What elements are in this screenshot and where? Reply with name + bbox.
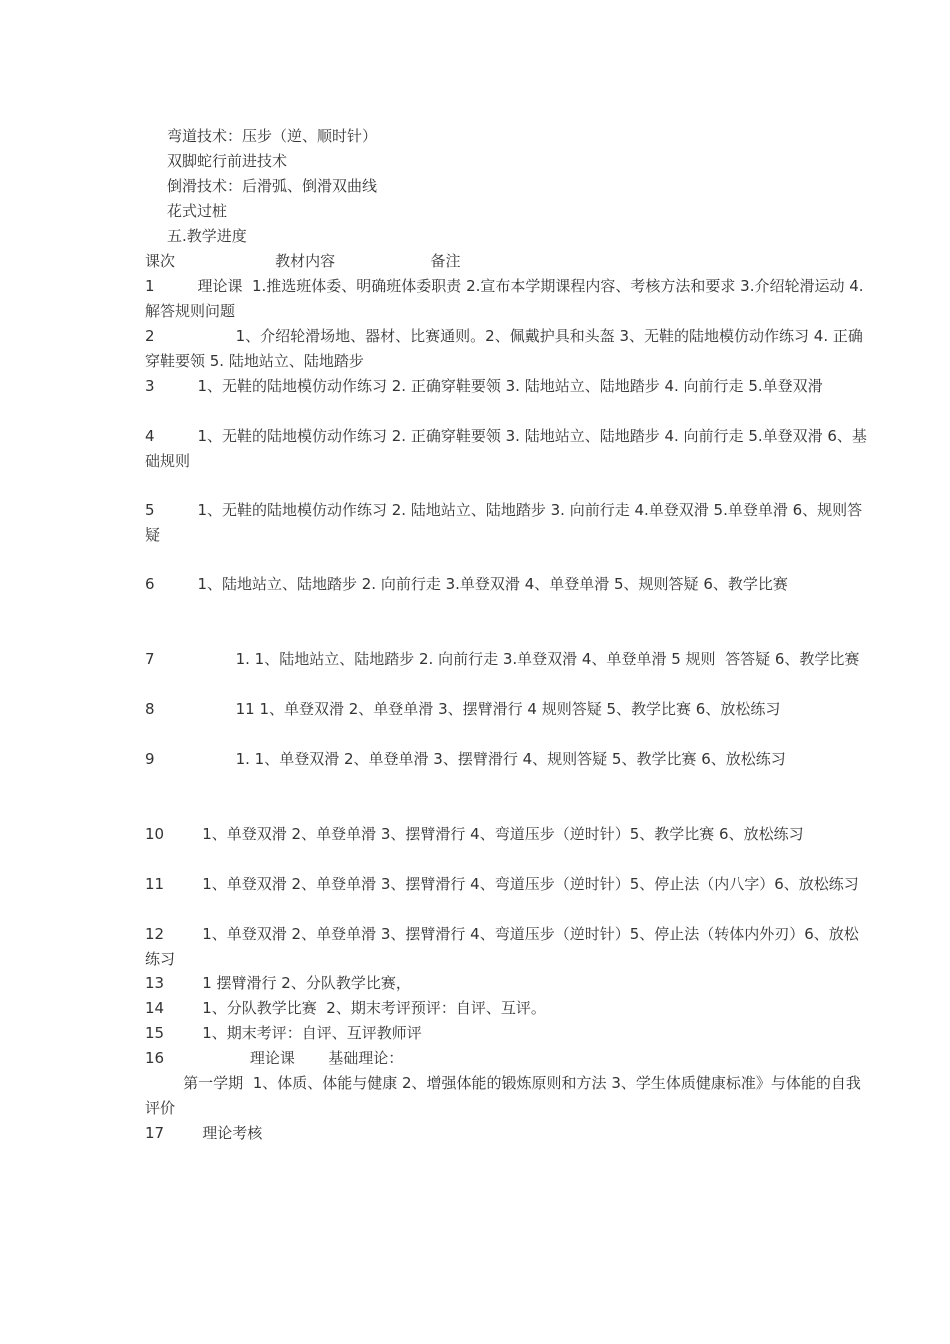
table-header: 课次 教材内容 备注 xyxy=(145,252,461,270)
schedule-row: 4 1、无鞋的陆地模仿动作练习 2. 正确穿鞋要领 3. 陆地站立、陆地踏步 4. 向前行走 5.单登双滑 6、基础规则 xyxy=(145,427,867,470)
schedule-row: 13 1 摆臂滑行 2、分队教学比赛， xyxy=(145,974,411,992)
schedule-row: 8 11 1、单登双滑 2、单登单滑 3、摆臂滑行 4 规则答疑 5、教学比赛 6、放松练习 xyxy=(145,700,781,718)
schedule-row: 17 理论考核 xyxy=(145,1124,263,1142)
intro-line: 弯道技术：压步（逆、顺时针） xyxy=(167,127,378,145)
schedule-row: 9 1. 1、单登双滑 2、单登单滑 3、摆臂滑行 4、规则答疑 5、教学比赛 6、放松练习 xyxy=(145,750,786,768)
intro-line: 双脚蛇行前进技术 xyxy=(167,152,288,170)
schedule-row: 16 理论课 基础理论： xyxy=(145,1049,404,1067)
schedule-row: 3 1、无鞋的陆地模仿动作练习 2. 正确穿鞋要领 3. 陆地站立、陆地踏步 4. 向前行走 5.单登双滑 xyxy=(145,377,823,395)
intro-line: 花式过桩 xyxy=(167,202,228,220)
intro-line: 倒滑技术：后滑弧、倒滑双曲线 xyxy=(167,177,378,195)
schedule-row: 14 1、分队教学比赛 2、期末考评预评：自评、互评。 xyxy=(145,999,546,1017)
schedule-row: 6 1、陆地站立、陆地踏步 2. 向前行走 3.单登双滑 4、单登单滑 5、规则答疑 6、教学比赛 xyxy=(145,575,788,593)
schedule-row: 5 1、无鞋的陆地模仿动作练习 2. 陆地站立、陆地踏步 3. 向前行走 4.单登双滑 5.单登单滑 6、规则答疑 xyxy=(145,501,863,544)
schedule-row: 11 1、单登双滑 2、单登单滑 3、摆臂滑行 4、弯道压步（逆时针）5、停止法（内八字）6、放松练习 xyxy=(145,875,859,893)
schedule-row: 2 1、介绍轮滑场地、器材、比赛通则。2、佩戴护具和头盔 3、无鞋的陆地模仿动作练习 4. 正确穿鞋要领 5. 陆地站立、陆地踏步 xyxy=(145,327,863,370)
schedule-row: 15 1、期末考评：自评、互评教师评 xyxy=(145,1024,422,1042)
section-heading: 五.教学进度 xyxy=(167,227,247,245)
schedule-row: 7 1. 1、陆地站立、陆地踏步 2. 向前行走 3.单登双滑 4、单登单滑 5 规则 答答疑 6、教学比赛 xyxy=(145,650,860,668)
schedule-row: 1 理论课 1.推选班体委、明确班体委职责 2.宣布本学期课程内容、考核方法和要求 3.介绍轮滑运动 4.解答规则问题 xyxy=(145,277,864,320)
schedule-row: 10 1、单登双滑 2、单登单滑 3、摆臂滑行 4、弯道压步（逆时针）5、教学比赛 6、放松练习 xyxy=(145,825,804,843)
schedule-row: 第一学期 1、体质、体能与健康 2、增强体能的锻炼原则和方法 3、学生体质健康标准》与体能的自我评价 xyxy=(145,1074,861,1117)
schedule-row: 12 1、单登双滑 2、单登单滑 3、摆臂滑行 4、弯道压步（逆时针）5、停止法（转体内外刃）6、放松练习 xyxy=(145,925,859,968)
